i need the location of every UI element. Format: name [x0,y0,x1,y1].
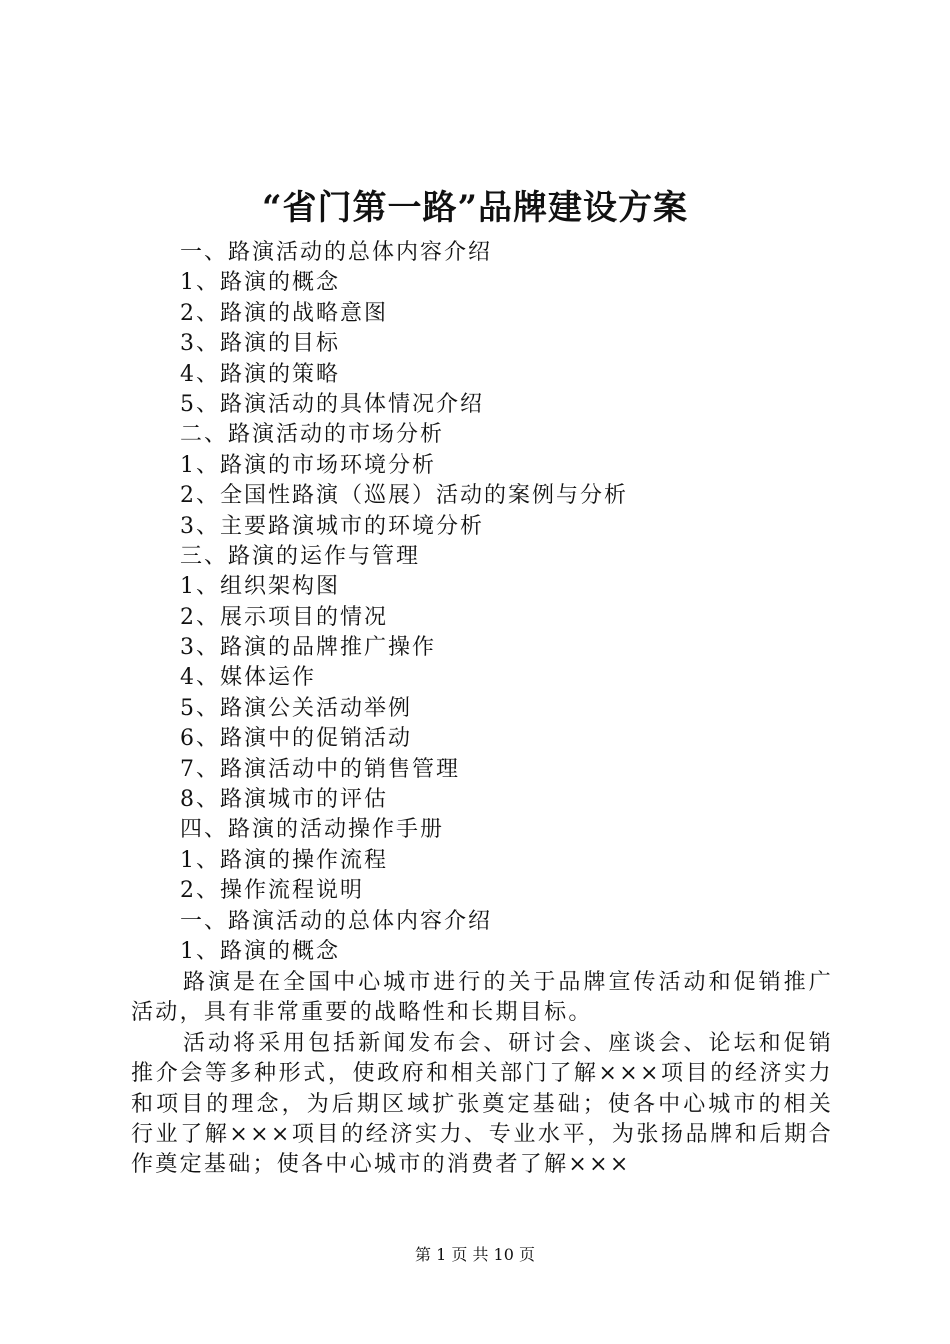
toc-item: 8、路演城市的评估 [180,787,388,813]
body-paragraph: 活动将采用包括新闻发布会、研讨会、座谈会、论坛和促销推介会等多种形式，使政府和相关部门了解×××项目的经济实力和项目的理念，为后期区域扩张奠定基础；使各中心城市的相关行业了解×××项目的经济实力、专业水平，为张扬品牌和后期合作奠定基础；使各中心城市的消费者了解××× [131,1030,833,1178]
toc-item: 二、路演活动的市场分析 [180,422,445,448]
toc-item: 2、全国性路演（巡展）活动的案例与分析 [180,483,628,509]
toc-item: 一、路演活动的总体内容介绍 [180,240,493,265]
toc-item: 一、路演活动的总体内容介绍 [180,908,493,934]
body-text [131,968,833,1181]
toc-item: 5、路演活动的具体情况介绍 [180,391,484,417]
toc-item: 4、路演的策略 [180,361,340,387]
toc-item: 3、主要路演城市的环境分析 [180,513,484,539]
page-footer: 第 1 页 共 10 页 [415,1245,535,1264]
toc-item: 5、路演公关活动举例 [180,695,412,721]
document-title: “省门第一路”品牌建设方案 [261,188,689,228]
toc-item: 1、路演的概念 [180,938,340,964]
toc-item: 三、路演的运作与管理 [180,543,421,569]
table-of-contents [180,238,830,967]
toc-item: 3、路演的品牌推广操作 [180,635,436,661]
toc-item: 7、路演活动中的销售管理 [180,756,460,782]
toc-item: 2、路演的战略意图 [180,300,388,326]
toc-item: 四、路演的活动操作手册 [180,817,445,843]
toc-item: 1、路演的概念 [180,270,340,296]
toc-item: 3、路演的目标 [180,331,340,357]
toc-item: 2、操作流程说明 [180,878,364,904]
toc-item: 4、媒体运作 [180,665,316,691]
toc-item: 1、路演的市场环境分析 [180,452,436,478]
toc-item: 6、路演中的促销活动 [180,726,412,752]
body-paragraph: 路演是在全国中心城市进行的关于品牌宣传活动和促销推广活动，具有非常重要的战略性和长期目标。 [131,970,833,1026]
toc-item: 1、组织架构图 [180,574,340,600]
toc-item: 1、路演的操作流程 [180,847,388,873]
toc-item: 2、展示项目的情况 [180,604,388,630]
